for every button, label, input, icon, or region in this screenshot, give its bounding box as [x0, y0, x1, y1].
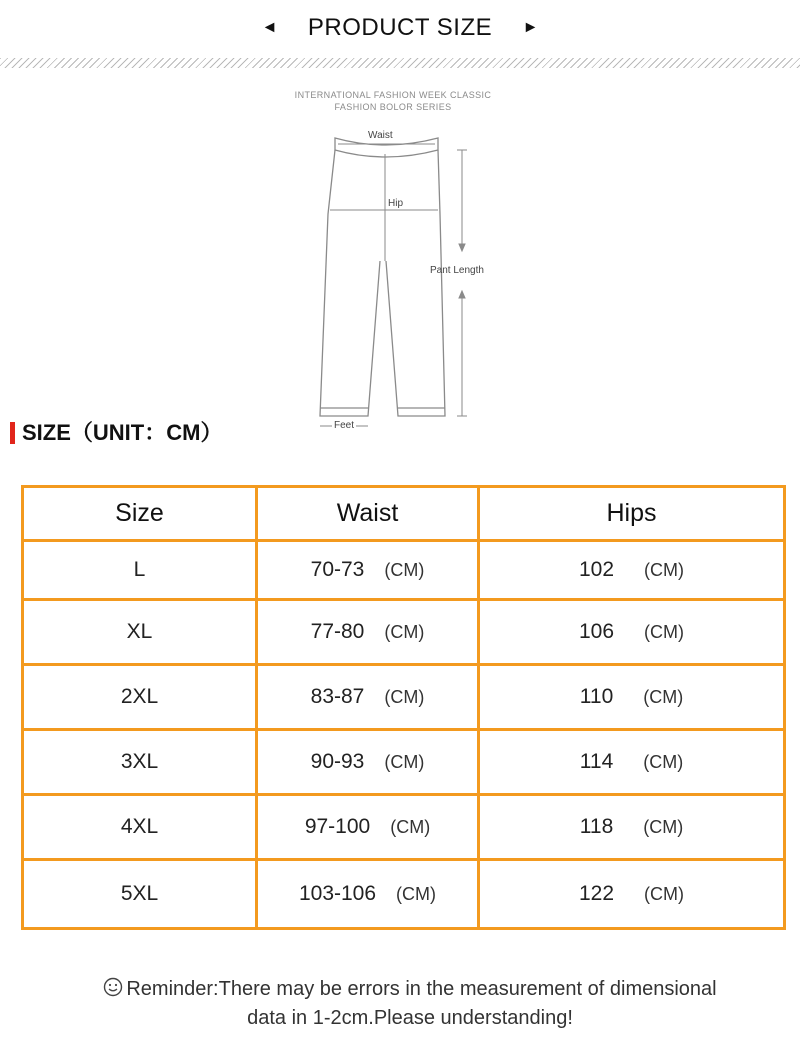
hips-unit: (CM) — [644, 622, 685, 642]
size-heading-text: SIZE（UNIT：CM） — [22, 420, 223, 445]
diagram-caption-line2: FASHION BOLOR SERIES — [334, 102, 452, 112]
hips-cell — [479, 730, 785, 795]
waist-cell — [257, 860, 479, 929]
hips-unit: (CM) — [644, 560, 685, 580]
size-chart-table — [21, 485, 786, 930]
reminder-line2: data in 1-2cm.Please understanding! — [247, 1007, 573, 1029]
hip-label: Hip — [388, 198, 404, 209]
waist-value: 90-93 — [310, 750, 365, 773]
waist-cell — [257, 541, 479, 600]
waist-cell — [257, 795, 479, 860]
size-cell: 3XL — [23, 730, 257, 795]
hips-cell — [479, 860, 785, 929]
hips-cell — [479, 541, 785, 600]
diagram-caption-line1: INTERNATIONAL FASHION WEEK CLASSIC — [294, 90, 492, 100]
waist-value: 70-73 — [310, 558, 365, 581]
hatched-divider — [0, 58, 800, 68]
waist-cell — [257, 730, 479, 795]
feet-label: Feet — [334, 420, 355, 431]
reminder-note — [40, 975, 780, 1033]
size-cell: 2XL — [23, 665, 257, 730]
waist-unit: (CM) — [384, 622, 425, 642]
hips-unit: (CM) — [643, 817, 684, 837]
hips-unit: (CM) — [643, 752, 684, 772]
waist-unit: (CM) — [396, 884, 437, 904]
waist-unit: (CM) — [384, 560, 425, 580]
waist-value: 77-80 — [310, 620, 365, 643]
waist-unit: (CM) — [390, 817, 431, 837]
hips-unit: (CM) — [644, 884, 685, 904]
table-row — [23, 665, 785, 730]
hips-value: 122 — [578, 882, 615, 905]
reminder-line1: Reminder:There may be errors in the measurement of dimensional — [126, 978, 717, 1000]
waist-value: 83-87 — [310, 685, 365, 708]
size-cell: 4XL — [23, 795, 257, 860]
header-hips: Hips — [479, 487, 785, 541]
size-cell: L — [23, 541, 257, 600]
left-arrow-icon: ◄ — [261, 19, 278, 36]
waist-label: Waist — [368, 130, 393, 141]
hips-value: 110 — [579, 685, 614, 708]
table-row — [23, 600, 785, 665]
hips-value: 106 — [578, 620, 615, 643]
waist-value: 103-106 — [298, 882, 377, 905]
header-waist: Waist — [257, 487, 479, 541]
smiley-icon — [103, 977, 123, 997]
waist-unit: (CM) — [384, 752, 425, 772]
pant-length-label: Pant Length — [430, 265, 484, 276]
waist-cell — [257, 600, 479, 665]
hips-value: 118 — [579, 815, 614, 838]
hips-cell — [479, 665, 785, 730]
waist-value: 97-100 — [304, 815, 371, 838]
hips-cell — [479, 795, 785, 860]
hips-value: 102 — [578, 558, 615, 581]
table-row — [23, 795, 785, 860]
hips-unit: (CM) — [643, 687, 684, 707]
page-title: PRODUCT SIZE — [307, 14, 493, 41]
size-cell: XL — [23, 600, 257, 665]
table-row — [23, 541, 785, 600]
size-cell: 5XL — [23, 860, 257, 929]
waist-cell — [257, 665, 479, 730]
hips-cell — [479, 600, 785, 665]
accent-bar — [10, 422, 15, 444]
waist-unit: (CM) — [384, 687, 425, 707]
pants-outline-icon — [280, 86, 520, 436]
table-row — [23, 860, 785, 929]
table-row — [23, 730, 785, 795]
header-size: Size — [23, 487, 257, 541]
table-header-row — [23, 487, 785, 541]
product-size-header — [0, 0, 800, 58]
right-arrow-icon: ► — [522, 19, 539, 36]
hips-value: 114 — [579, 750, 614, 773]
pants-diagram — [280, 86, 520, 436]
